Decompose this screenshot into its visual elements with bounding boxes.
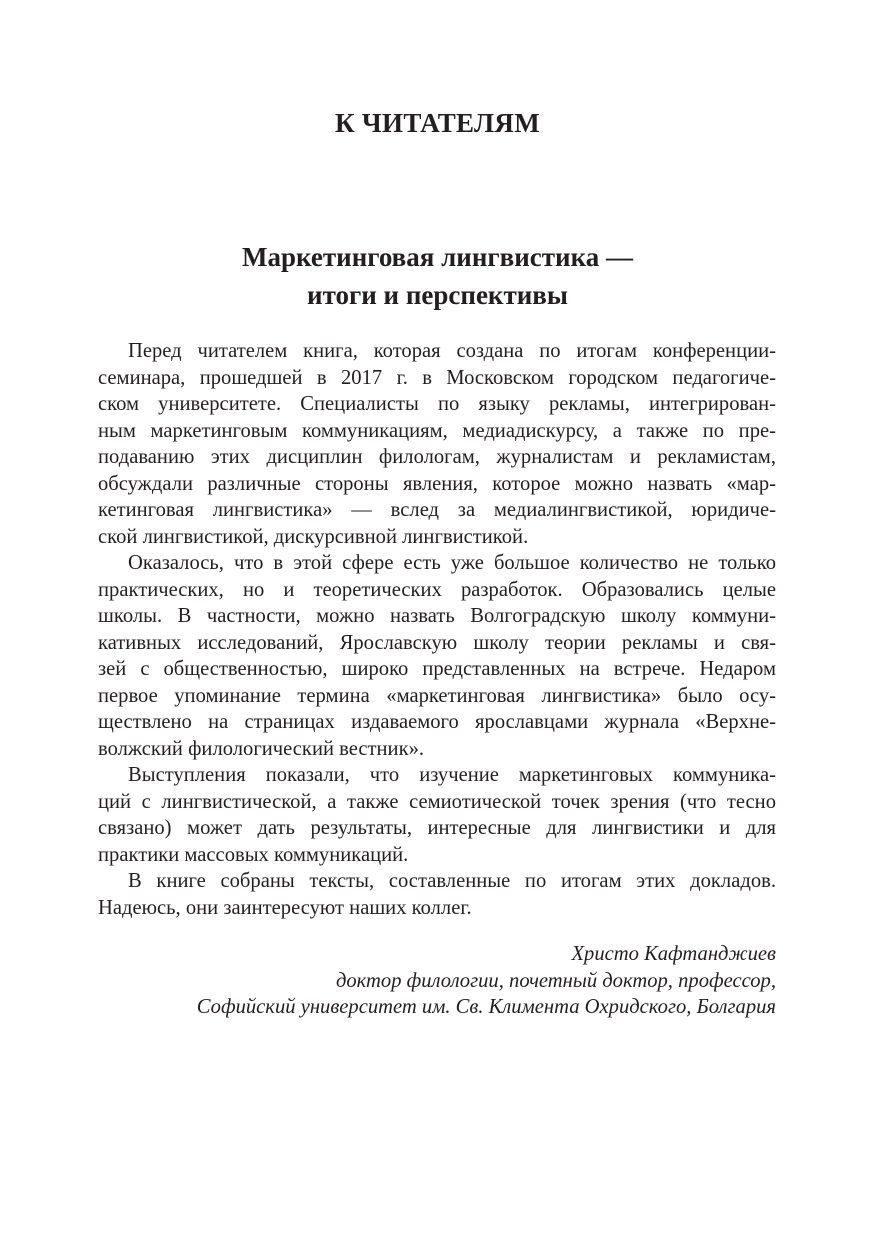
text-line: Оказалось, что в этой сфере есть уже большое количество не только	[128, 552, 776, 574]
text-line: кативных исследований, Ярославскую школу теории рекламы и свя-	[98, 631, 776, 654]
text-line: ным маркетинговым коммуникациям, медиадискурсу, а также по пре-	[98, 419, 776, 442]
paragraph-4	[98, 868, 776, 921]
article-body	[98, 338, 776, 921]
text-line: Надеюсь, они заинтересуют наших коллег.	[98, 896, 472, 919]
text-line: первое упоминание термина «маркетинговая лингвистика» было осу-	[98, 684, 776, 707]
text-line: В книге собраны тексты, составленные по итогам этих докладов.	[128, 870, 776, 892]
text-line: практики массовых коммуникаций.	[98, 843, 409, 866]
text-line: подаванию этих дисциплин филологам, журналистам и рекламистам,	[98, 446, 776, 468]
section-heading: К ЧИТАТЕЛЯМ	[335, 108, 540, 138]
article-title-line: Маркетинговая лингвистика —	[242, 242, 633, 272]
signature-credentials: доктор филологии, почетный доктор, профессор,	[335, 969, 776, 992]
text-line: Выступления показали, что изучение маркетинговых коммуника-	[128, 764, 776, 786]
text-line: волжский филологический вестник».	[98, 737, 425, 760]
text-line: Перед читателем книга, которая создана по итогам конференции-	[128, 340, 776, 362]
text-line: зей с общественностью, широко представленных на встрече. Недаром	[98, 658, 776, 680]
text-line: ществлено на страницах издаваемого ярославцами журнала «Верхне-	[98, 711, 776, 733]
text-line: кетинговая лингвистика» — вслед за медиалингвистикой, юридиче-	[98, 499, 776, 521]
text-line: семинара, прошедшей в 2017 г. в Московском городском педагогиче-	[98, 366, 776, 389]
article-title-line: итоги и перспективы	[307, 280, 568, 310]
text-line: школы. В частности, можно назвать Волгоградскую школу коммуни-	[98, 605, 776, 627]
signature-affiliation: Софийский университет им. Св. Климента Охридского, Болгария	[196, 996, 776, 1018]
text-line: практических, но и теоретических разработок. Образовались целые	[98, 578, 776, 601]
text-line: ций с лингвистической, а также семиотической точек зрения (что тесно	[98, 790, 776, 813]
signature-block	[197, 941, 776, 1021]
signature-name: Христо Кафтанджиев	[571, 943, 776, 965]
text-line: обсуждали различные стороны явления, которое можно назвать «мар-	[98, 472, 776, 495]
article-title	[0, 238, 875, 314]
text-line: ской лингвистикой, дискурсивной лингвистикой.	[98, 525, 529, 548]
text-line: связано) может дать результаты, интересные для лингвистики и для	[98, 817, 776, 839]
text-line: ском университете. Специалисты по языку рекламы, интегрирован-	[98, 393, 776, 415]
paragraph-3	[98, 762, 776, 868]
paragraph-2	[98, 550, 776, 762]
paragraph-1	[98, 338, 776, 550]
